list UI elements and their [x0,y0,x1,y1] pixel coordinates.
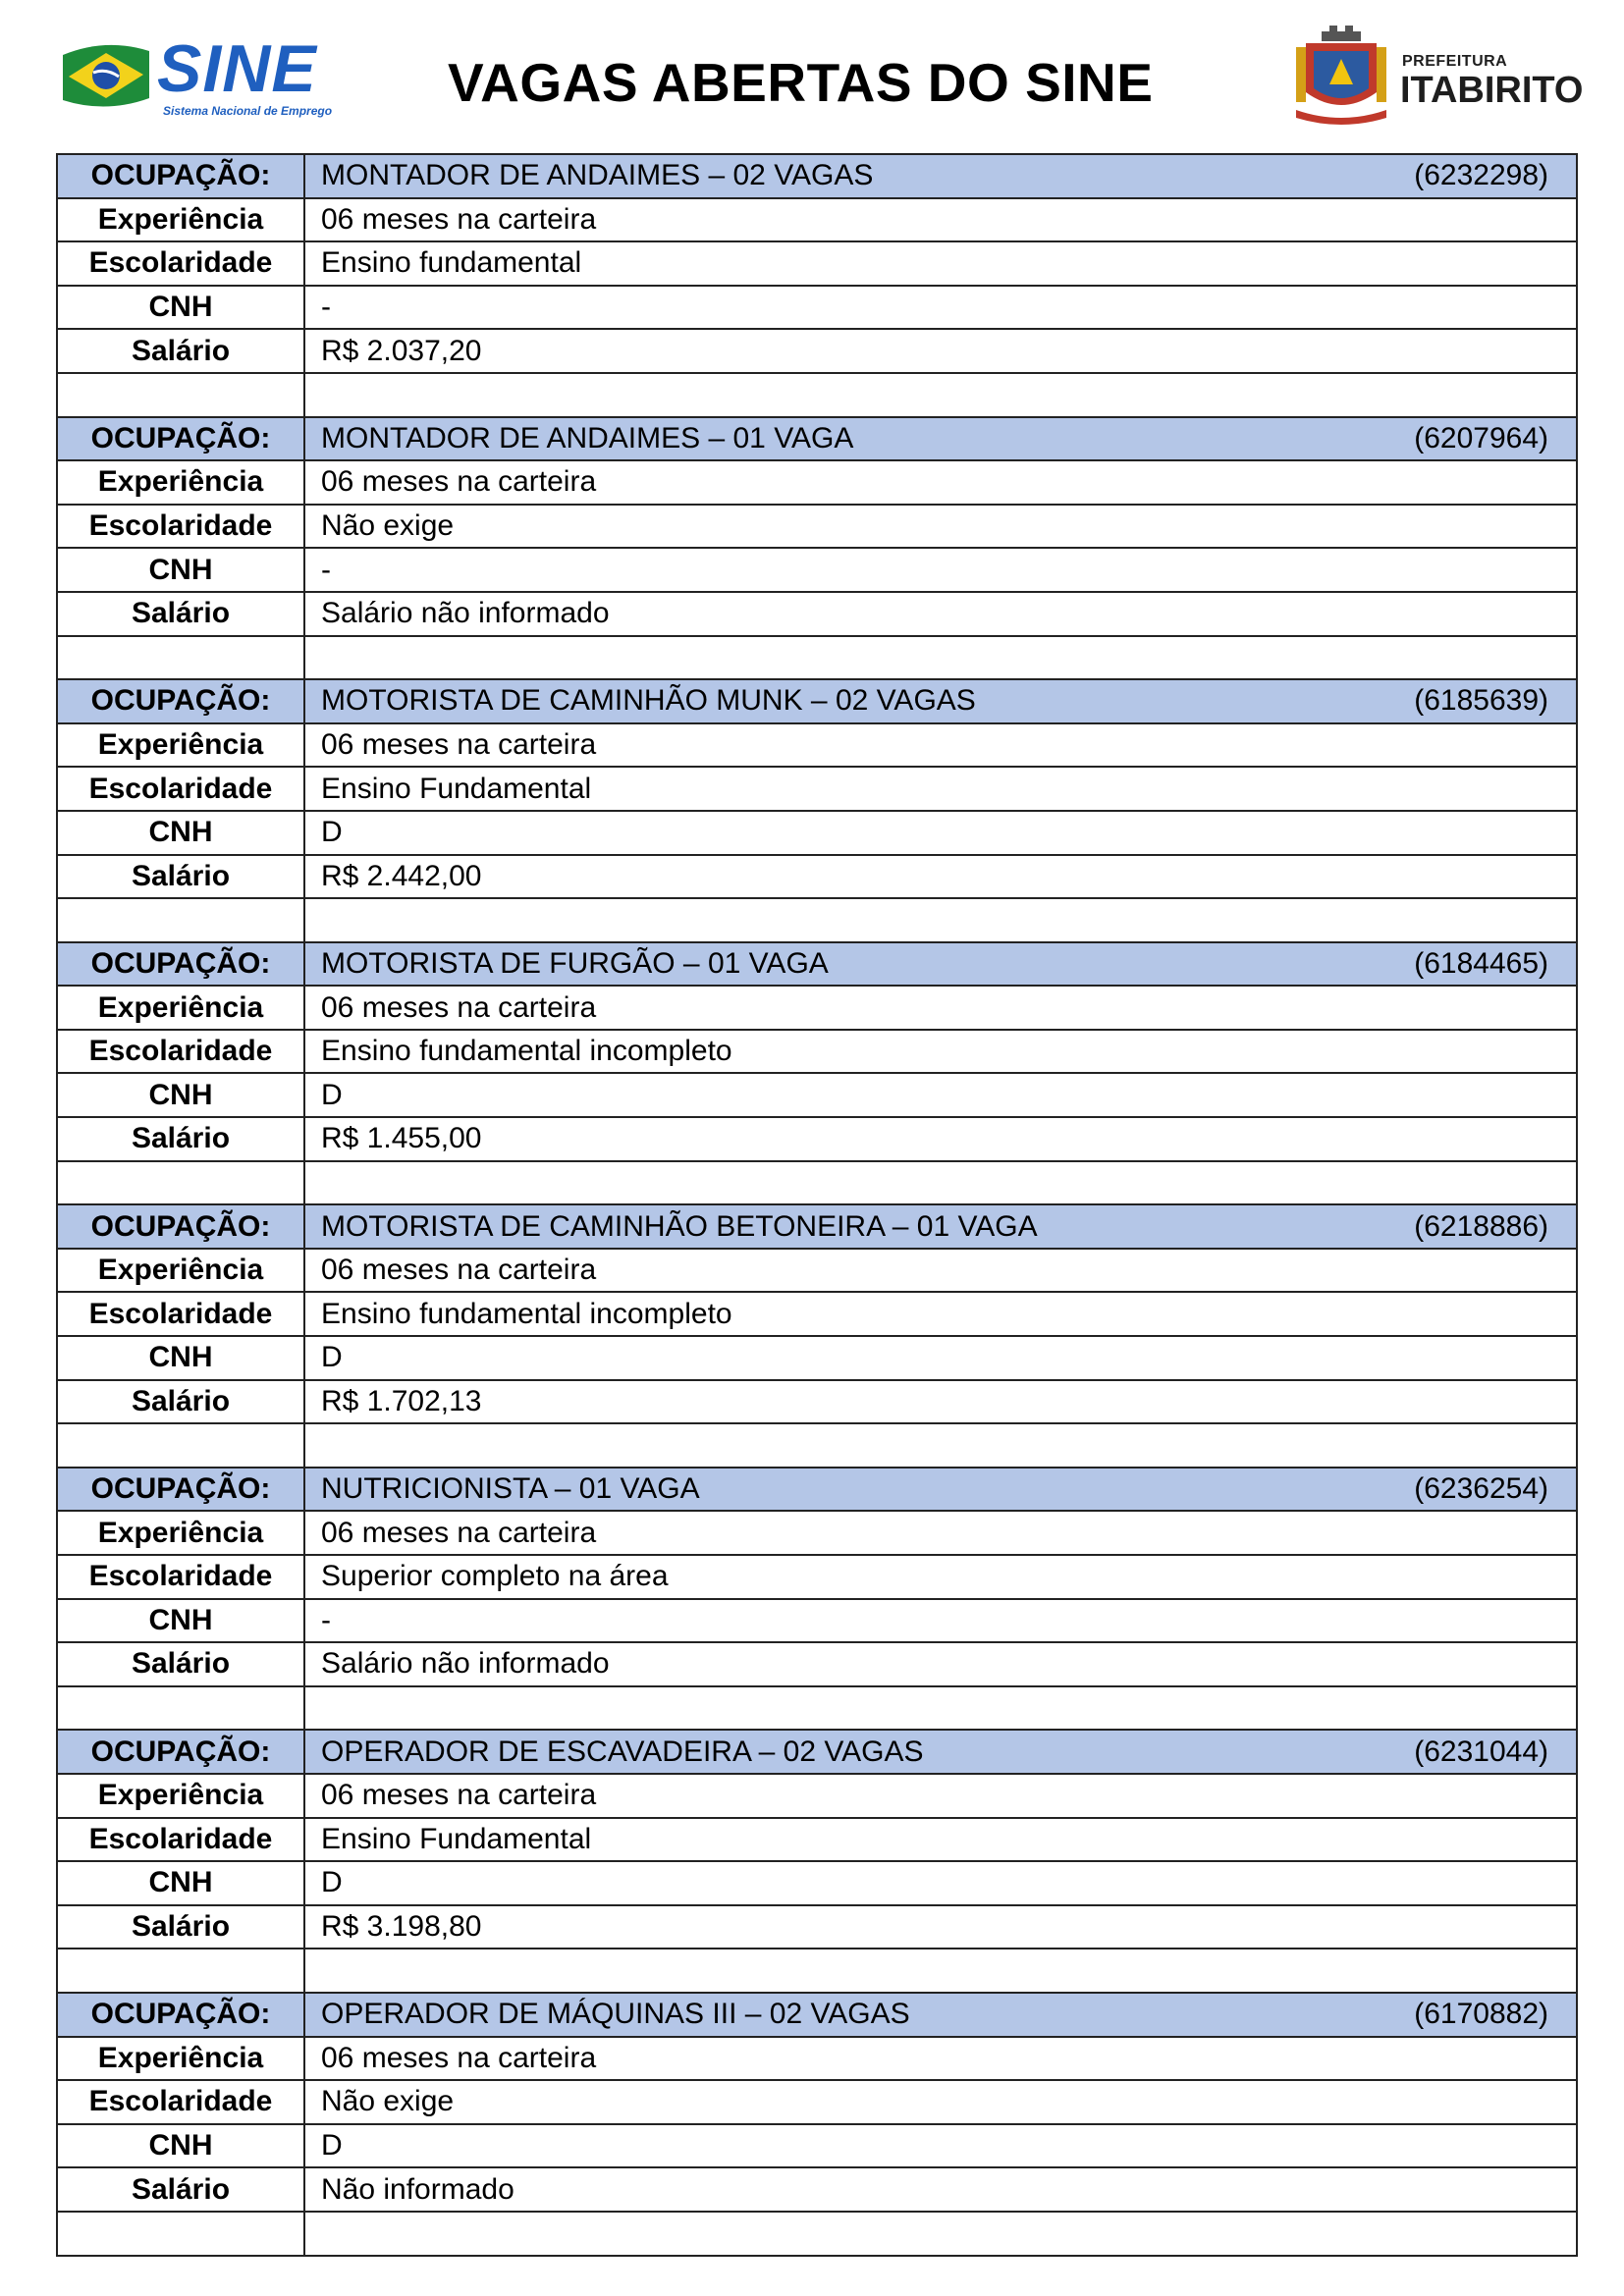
license-label: CNH [57,2124,304,2168]
job-occupation-row [57,1730,1577,1774]
occupation-label: OCUPAÇÃO: [57,942,304,987]
job-code: (6170882) [1414,1998,1548,2031]
spacer-cell [57,1161,304,1205]
job-title: OPERADOR DE ESCAVADEIRA – 02 VAGAS [321,1735,924,1768]
occupation-label: OCUPAÇÃO: [57,679,304,723]
job-license-value: D [304,1073,1577,1117]
job-license-row [57,811,1577,855]
salary-label: Salário [57,1117,304,1161]
salary-label: Salário [57,592,304,636]
occupation-label: OCUPAÇÃO: [57,1468,304,1512]
job-experience-value: 06 meses na carteira [304,198,1577,242]
job-salary-value: Não informado [304,2167,1577,2212]
spacer-cell [57,1949,304,1993]
salary-label: Salário [57,855,304,899]
job-license-row [57,548,1577,592]
job-title: OPERADOR DE MÁQUINAS III – 02 VAGAS [321,1998,910,2031]
job-salary-row [57,329,1577,373]
job-title-wrapper [321,1733,1576,1772]
job-title: MONTADOR DE ANDAIMES – 02 VAGAS [321,159,874,192]
schooling-label: Escolaridade [57,2080,304,2124]
job-experience-row [57,1249,1577,1293]
job-title-cell [304,942,1577,987]
salary-label: Salário [57,329,304,373]
sine-logo [61,33,336,122]
spacer-row [57,1686,1577,1731]
license-label: CNH [57,1336,304,1380]
job-experience-row [57,986,1577,1030]
experience-label: Experiência [57,2037,304,2081]
job-salary-row [57,1905,1577,1949]
job-salary-value: Salário não informado [304,592,1577,636]
occupation-label: OCUPAÇÃO: [57,1730,304,1774]
spacer-cell [304,1686,1577,1731]
spacer-row [57,373,1577,417]
salary-label: Salário [57,1642,304,1686]
experience-label: Experiência [57,460,304,505]
occupation-label: OCUPAÇÃO: [57,154,304,198]
job-salary-value: R$ 3.198,80 [304,1905,1577,1949]
job-schooling-row [57,1555,1577,1599]
spacer-cell [57,1423,304,1468]
job-title-cell [304,417,1577,461]
salary-label: Salário [57,1905,304,1949]
job-title: MONTADOR DE ANDAIMES – 01 VAGA [321,421,854,454]
job-title-wrapper [321,681,1576,721]
job-license-row [57,1599,1577,1643]
job-title: MOTORISTA DE FURGÃO – 01 VAGA [321,946,829,980]
job-experience-value: 06 meses na carteira [304,2037,1577,2081]
job-title-cell [304,679,1577,723]
job-title: NUTRICIONISTA – 01 VAGA [321,1472,700,1506]
job-schooling-value: Ensino Fundamental [304,767,1577,811]
job-schooling-value: Ensino fundamental [304,241,1577,286]
schooling-label: Escolaridade [57,767,304,811]
job-schooling-row [57,767,1577,811]
job-vacancies-table [56,153,1578,2257]
job-title-wrapper [321,1995,1576,2034]
job-schooling-row [57,1292,1577,1336]
job-schooling-row [57,2080,1577,2124]
job-experience-value: 06 meses na carteira [304,986,1577,1030]
job-code: (6218886) [1414,1209,1548,1243]
salary-label: Salário [57,2167,304,2212]
job-title-cell [304,154,1577,198]
page-title: VAGAS ABERTAS DO SINE [448,52,1154,113]
brazil-flag-icon [61,37,151,114]
job-salary-row [57,2167,1577,2212]
license-label: CNH [57,286,304,330]
job-code: (6231044) [1414,1735,1548,1768]
job-occupation-row [57,1204,1577,1249]
job-occupation-row [57,1993,1577,2037]
job-title-wrapper [321,419,1576,458]
job-occupation-row [57,1468,1577,1512]
job-schooling-value: Não exige [304,2080,1577,2124]
salary-label: Salário [57,1380,304,1424]
job-salary-row [57,592,1577,636]
license-label: CNH [57,1599,304,1643]
job-occupation-row [57,154,1577,198]
experience-label: Experiência [57,1249,304,1293]
license-label: CNH [57,548,304,592]
job-title-cell [304,1730,1577,1774]
job-salary-value: Salário não informado [304,1642,1577,1686]
job-license-value: - [304,286,1577,330]
job-experience-value: 06 meses na carteira [304,1511,1577,1555]
experience-label: Experiência [57,986,304,1030]
spacer-cell [304,636,1577,680]
job-title: MOTORISTA DE CAMINHÃO MUNK – 02 VAGAS [321,684,976,718]
schooling-label: Escolaridade [57,1292,304,1336]
spacer-row [57,636,1577,680]
job-schooling-row [57,1030,1577,1074]
spacer-cell [304,373,1577,417]
job-experience-row [57,2037,1577,2081]
prefeitura-logo [1292,24,1584,126]
schooling-label: Escolaridade [57,1555,304,1599]
spacer-row [57,1161,1577,1205]
city-name: ITABIRITO [1400,70,1584,111]
job-title-wrapper [321,1469,1576,1509]
job-code: (6207964) [1414,421,1548,454]
spacer-row [57,2212,1577,2256]
job-schooling-value: Não exige [304,505,1577,549]
spacer-cell [57,373,304,417]
prefeitura-label: PREFEITURA [1402,53,1508,70]
job-schooling-row [57,505,1577,549]
job-occupation-row [57,417,1577,461]
job-schooling-value: Ensino fundamental incompleto [304,1030,1577,1074]
job-salary-value: R$ 2.037,20 [304,329,1577,373]
job-license-value: D [304,811,1577,855]
job-license-value: - [304,548,1577,592]
job-experience-row [57,460,1577,505]
license-label: CNH [57,1861,304,1905]
job-experience-row [57,198,1577,242]
experience-label: Experiência [57,723,304,768]
job-schooling-row [57,1818,1577,1862]
spacer-cell [304,1423,1577,1468]
job-title-cell [304,1204,1577,1249]
job-experience-row [57,723,1577,768]
job-license-value: D [304,1861,1577,1905]
occupation-label: OCUPAÇÃO: [57,417,304,461]
schooling-label: Escolaridade [57,241,304,286]
job-schooling-value: Superior completo na área [304,1555,1577,1599]
job-occupation-row [57,679,1577,723]
spacer-cell [304,898,1577,942]
job-code: (6185639) [1414,684,1548,718]
spacer-cell [304,1161,1577,1205]
job-experience-row [57,1774,1577,1818]
job-occupation-row [57,942,1577,987]
spacer-cell [57,898,304,942]
job-schooling-row [57,241,1577,286]
job-salary-row [57,1642,1577,1686]
job-salary-row [57,1380,1577,1424]
job-title-cell [304,1993,1577,2037]
spacer-cell [57,2212,304,2256]
sine-logo-text: SINE [157,31,317,106]
job-code: (6236254) [1414,1472,1548,1506]
job-salary-row [57,855,1577,899]
page-header [0,0,1624,147]
city-crest-icon [1292,24,1390,126]
spacer-row [57,1949,1577,1993]
job-license-value: - [304,1599,1577,1643]
job-license-row [57,286,1577,330]
job-title-wrapper [321,944,1576,984]
job-schooling-value: Ensino fundamental incompleto [304,1292,1577,1336]
license-label: CNH [57,1073,304,1117]
job-experience-value: 06 meses na carteira [304,460,1577,505]
occupation-label: OCUPAÇÃO: [57,1204,304,1249]
job-experience-value: 06 meses na carteira [304,1774,1577,1818]
job-title: MOTORISTA DE CAMINHÃO BETONEIRA – 01 VAGA [321,1209,1038,1243]
experience-label: Experiência [57,1511,304,1555]
job-code: (6184465) [1414,946,1548,980]
job-license-row [57,1861,1577,1905]
job-salary-row [57,1117,1577,1161]
schooling-label: Escolaridade [57,1030,304,1074]
job-salary-value: R$ 1.702,13 [304,1380,1577,1424]
spacer-row [57,898,1577,942]
job-license-value: D [304,2124,1577,2168]
job-license-value: D [304,1336,1577,1380]
spacer-cell [57,636,304,680]
spacer-cell [304,1949,1577,1993]
job-code: (6232298) [1414,159,1548,192]
job-salary-value: R$ 2.442,00 [304,855,1577,899]
experience-label: Experiência [57,1774,304,1818]
job-experience-value: 06 meses na carteira [304,723,1577,768]
schooling-label: Escolaridade [57,1818,304,1862]
job-title-cell [304,1468,1577,1512]
job-title-wrapper [321,156,1576,195]
license-label: CNH [57,811,304,855]
spacer-cell [57,1686,304,1731]
spacer-row [57,1423,1577,1468]
occupation-label: OCUPAÇÃO: [57,1993,304,2037]
schooling-label: Escolaridade [57,505,304,549]
job-schooling-value: Ensino Fundamental [304,1818,1577,1862]
sine-logo-subtitle: Sistema Nacional de Emprego [163,104,333,118]
job-title-wrapper [321,1207,1576,1247]
job-license-row [57,2124,1577,2168]
job-salary-value: R$ 1.455,00 [304,1117,1577,1161]
job-license-row [57,1073,1577,1117]
experience-label: Experiência [57,198,304,242]
job-experience-row [57,1511,1577,1555]
job-license-row [57,1336,1577,1380]
spacer-cell [304,2212,1577,2256]
job-experience-value: 06 meses na carteira [304,1249,1577,1293]
